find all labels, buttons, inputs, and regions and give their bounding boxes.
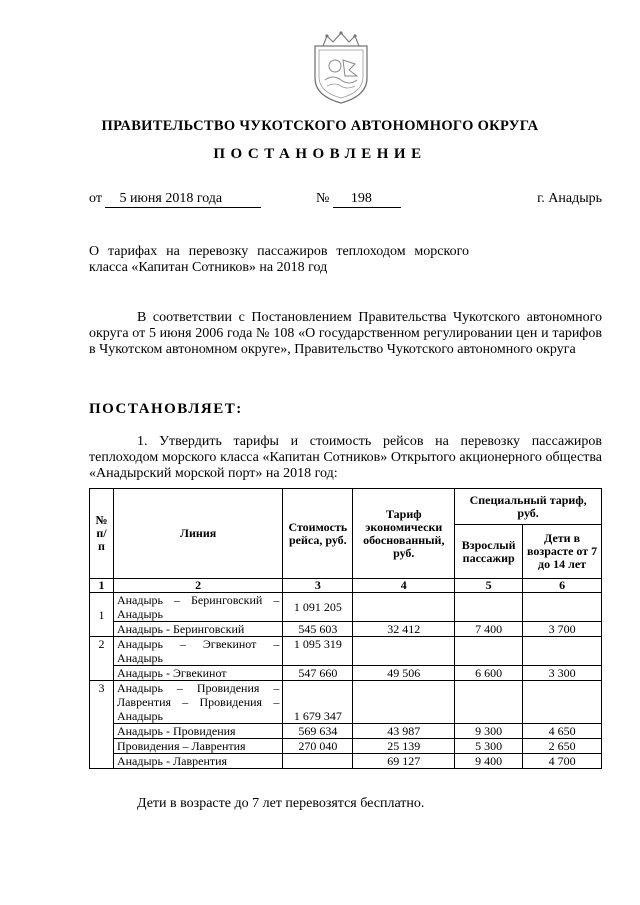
document-date: 5 июня 2018 года: [105, 191, 261, 208]
row-child: 3 700: [523, 622, 602, 637]
footnote: Дети в возрасте до 7 лет перевозятся бесплатно.: [137, 796, 425, 811]
from-label: от: [89, 191, 102, 206]
table-row: [90, 724, 602, 739]
row-cost: 1 091 205: [283, 593, 353, 622]
row-cost: 545 603: [283, 622, 353, 637]
row-tariff: 32 412: [353, 622, 455, 637]
decree-word: ПОСТАНОВЛЯЕТ:: [89, 401, 243, 417]
row-adult: [455, 681, 523, 724]
row-num: 3: [90, 681, 114, 769]
row-cost: 547 660: [283, 666, 353, 681]
number-label: №: [316, 191, 330, 206]
row-child: 4 700: [523, 754, 602, 769]
row-tariff: [353, 593, 455, 622]
col-number: 6: [523, 579, 602, 593]
header-line: Линия: [113, 489, 282, 579]
row-line: Анадырь – Эгвекинот – Анадырь: [113, 637, 282, 666]
row-tariff: 69 127: [353, 754, 455, 769]
row-line: Анадырь - Эгвекинот: [113, 666, 282, 681]
table-row: [90, 637, 602, 666]
row-child: 2 650: [523, 739, 602, 754]
number-line: [316, 191, 401, 208]
row-adult: 7 400: [455, 622, 523, 637]
row-child: [523, 681, 602, 724]
row-adult: 6 600: [455, 666, 523, 681]
row-line: Анадырь - Лаврентия: [113, 754, 282, 769]
tariff-table: [89, 488, 602, 769]
document-type-heading: ПОСТАНОВЛЕНИЕ: [213, 146, 427, 162]
row-adult: 9 300: [455, 724, 523, 739]
row-child: [523, 593, 602, 622]
row-child: 4 650: [523, 724, 602, 739]
table-row: [90, 681, 602, 724]
header-special: Специальный тариф, руб.: [455, 489, 602, 525]
intro-text: В соответствии с Постановлением Правительства Чукотского автономного округа от 5 июня 2006 года № 108 «О государственном регулировании цен и тарифов в Чукотском автономном округе», Правительство Чукотского автономного округа: [89, 310, 602, 357]
table-row: [90, 666, 602, 681]
row-tariff: [353, 681, 455, 724]
point-1: [89, 434, 602, 482]
table-row: [90, 754, 602, 769]
city: г. Анадырь: [537, 191, 602, 206]
row-tariff: 43 987: [353, 724, 455, 739]
point-1-text: 1. Утвердить тарифы и стоимость рейсов на перевозку пассажиров теплоходом морского класса «Капитан Сотников» Открытого акционерного общества «Анадырский морской порт» на 2018 год:: [89, 434, 602, 481]
row-child: 3 300: [523, 666, 602, 681]
row-num: 2: [90, 637, 114, 681]
row-line: Анадырь – Провидения – Лаврентия – Провидения – Анадырь: [113, 681, 282, 724]
col-number: 4: [353, 579, 455, 593]
col-number: 5: [455, 579, 523, 593]
row-tariff: [353, 637, 455, 666]
row-line: Анадырь – Беринговский – Анадырь: [113, 593, 282, 622]
header-children: Дети в возрасте от 7 до 14 лет: [523, 525, 602, 579]
document-title: О тарифах на перевозку пассажиров теплоходом морского класса «Капитан Сотников» на 2018 год: [89, 244, 469, 275]
document-number: 198: [333, 191, 401, 208]
coat-of-arms-emblem: [305, 30, 377, 106]
row-cost: 1 095 319: [283, 637, 353, 666]
row-adult: 9 400: [455, 754, 523, 769]
row-cost: 1 679 347: [283, 681, 353, 724]
row-adult: 5 300: [455, 739, 523, 754]
row-cost: 569 634: [283, 724, 353, 739]
col-number: 2: [113, 579, 282, 593]
row-tariff: 49 506: [353, 666, 455, 681]
row-num: 1: [90, 593, 114, 637]
header-tariff: Тариф экономически обоснованный, руб.: [353, 489, 455, 579]
row-cost: 270 040: [283, 739, 353, 754]
header-num: № п/п: [90, 489, 114, 579]
table-row: [90, 739, 602, 754]
intro-paragraph: [89, 310, 602, 358]
row-line: Провидения – Лаврентия: [113, 739, 282, 754]
row-adult: [455, 637, 523, 666]
table-row: [90, 593, 602, 622]
header-adult: Взрослый пассажир: [455, 525, 523, 579]
row-adult: [455, 593, 523, 622]
row-line: Анадырь - Беринговский: [113, 622, 282, 637]
col-number: 3: [283, 579, 353, 593]
header-cost: Стоимость рейса, руб.: [283, 489, 353, 579]
row-cost: [283, 754, 353, 769]
government-heading: ПРАВИТЕЛЬСТВО ЧУКОТСКОГО АВТОНОМНОГО ОКРУГА: [101, 118, 539, 134]
row-line: Анадырь - Провидения: [113, 724, 282, 739]
row-child: [523, 637, 602, 666]
date-line: [89, 191, 261, 208]
table-row: [90, 622, 602, 637]
col-number: 1: [90, 579, 114, 593]
row-tariff: 25 139: [353, 739, 455, 754]
